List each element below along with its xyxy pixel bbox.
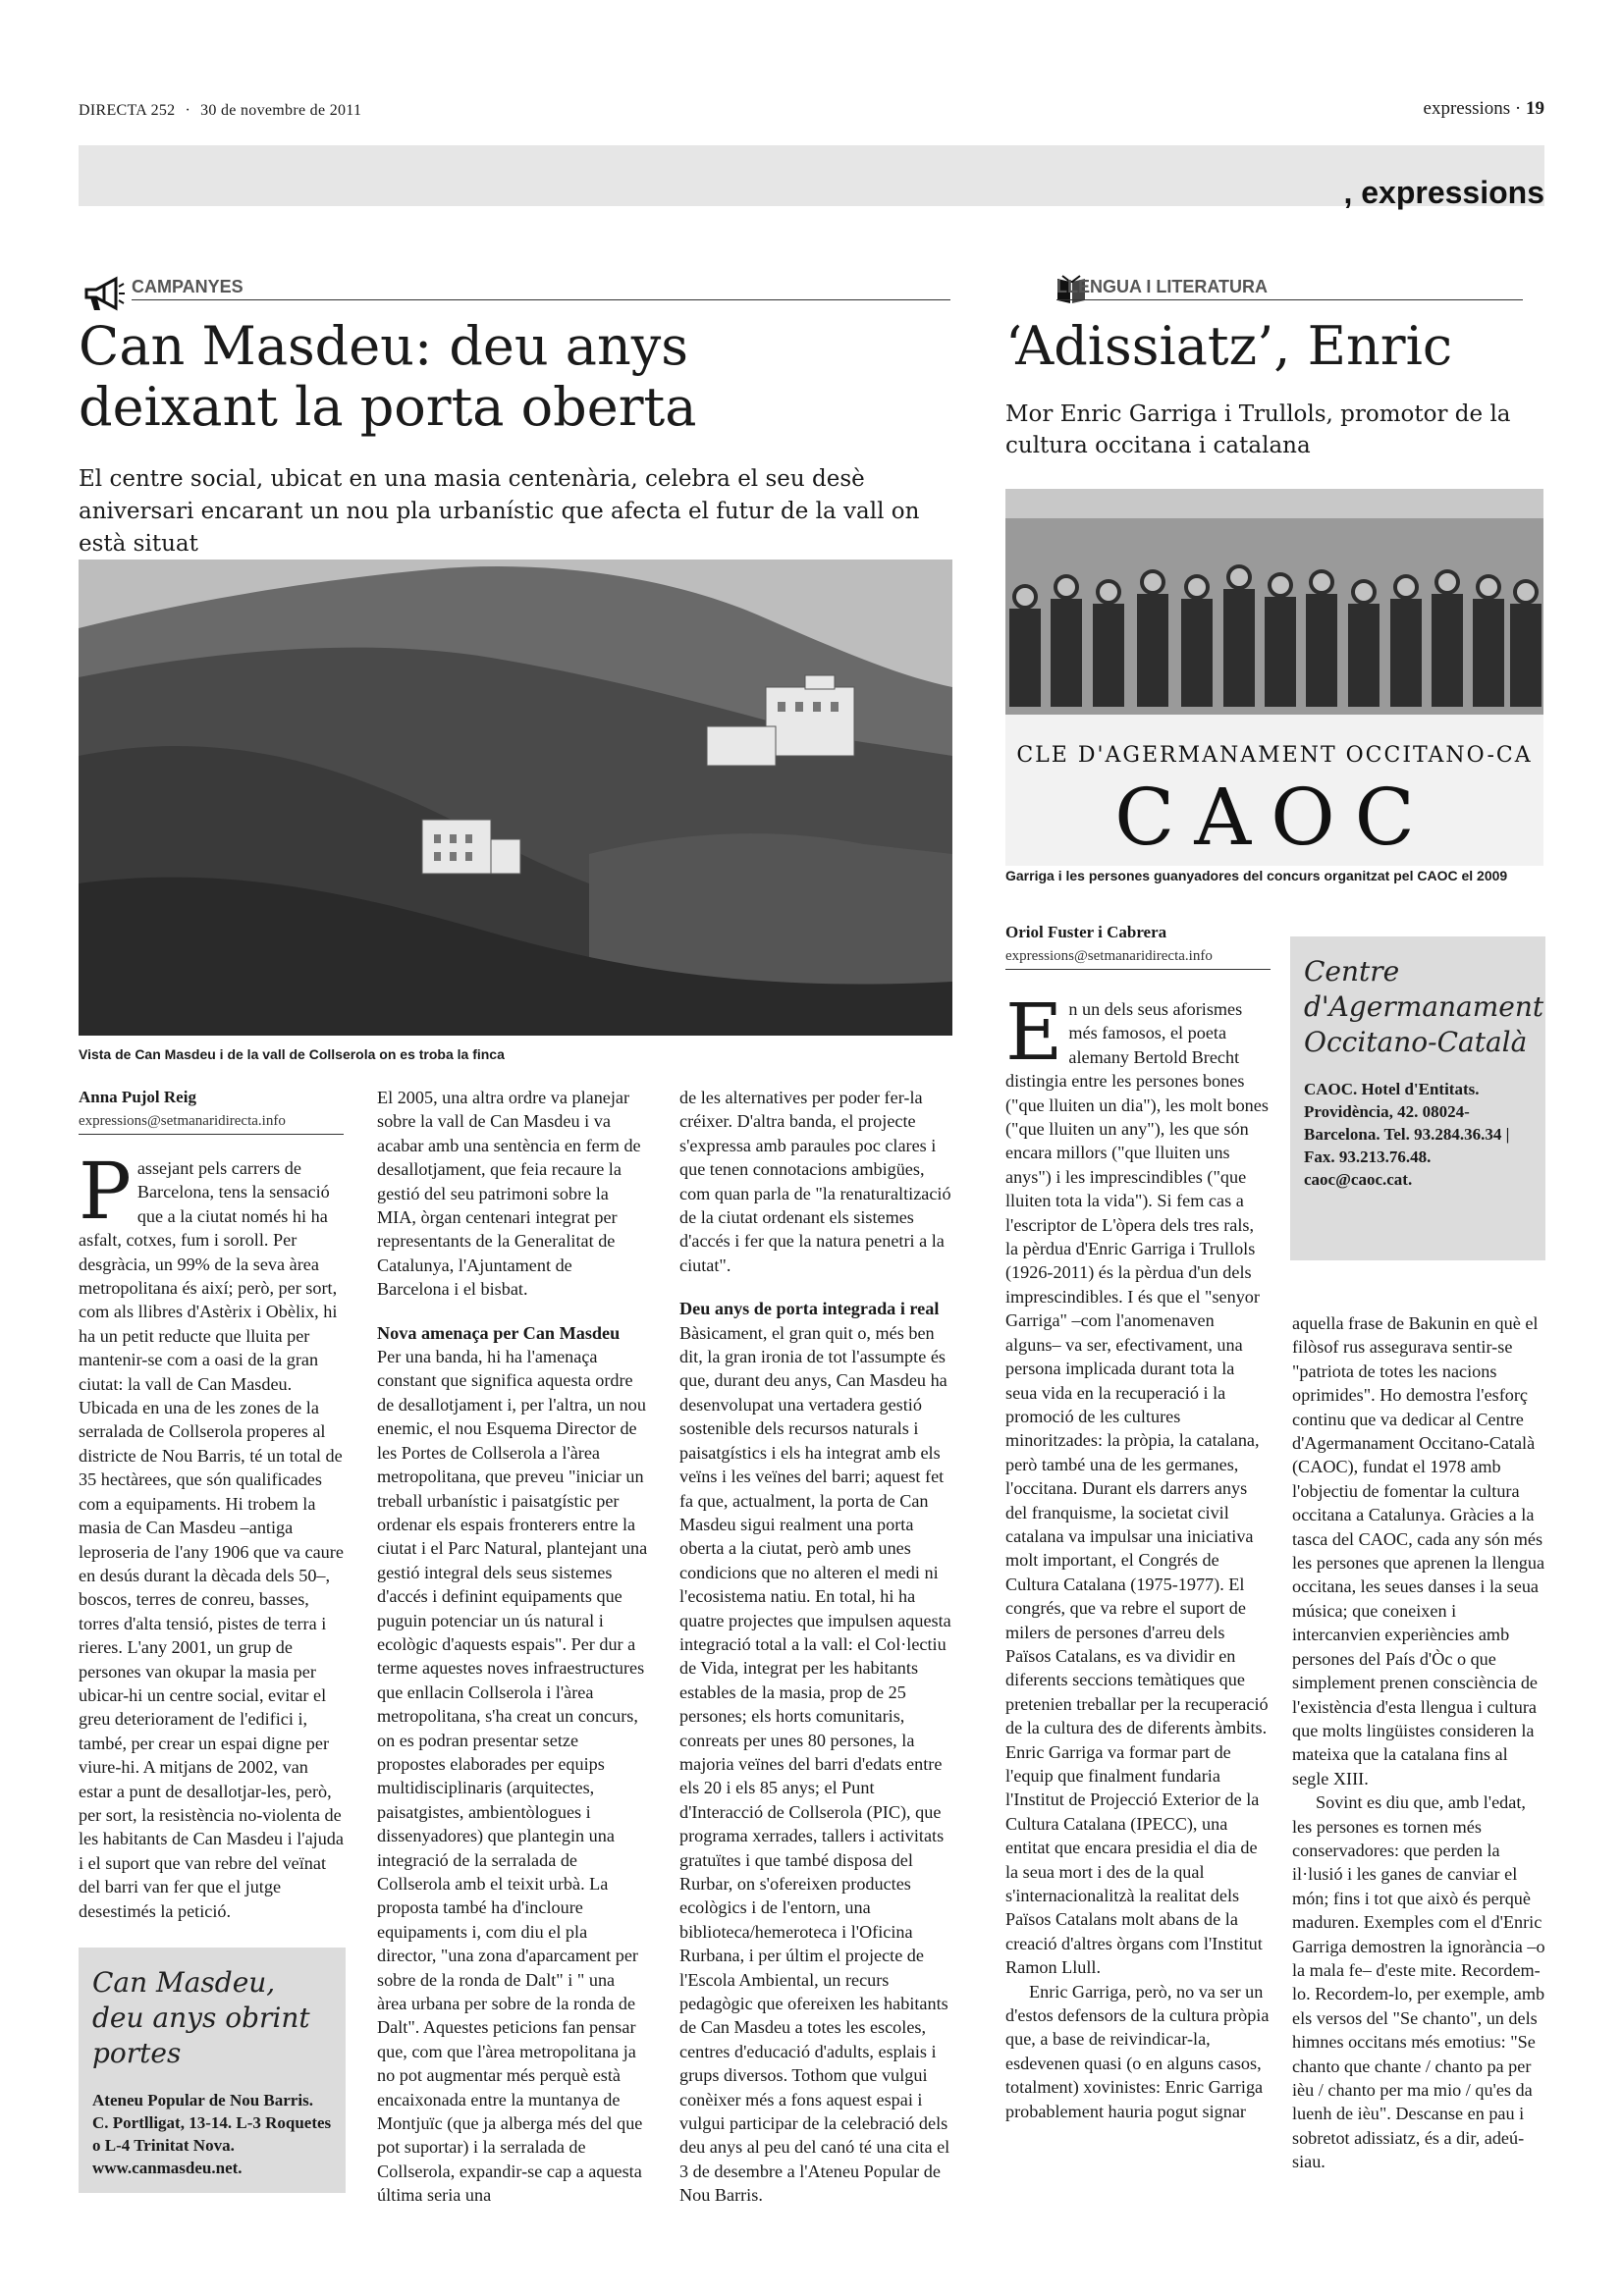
photo-banner-text: CLE D'AGERMANAMENT OCCITANO-CA — [1016, 743, 1533, 768]
photo-can-masdeu-valley — [79, 560, 952, 1036]
subheading-deu-anys: Deu anys de porta integrada i real — [679, 1299, 940, 1319]
photo-banner-logo: CAOC — [1114, 772, 1434, 863]
issue-number: DIRECTA 252 — [79, 102, 176, 119]
dropcap-right: E — [1005, 987, 1063, 1078]
section-tag-llengua: LLENGUA I LITERATURA — [1056, 277, 1523, 300]
issue-info: DIRECTA 252 · 30 de novembre de 2011 — [79, 102, 362, 119]
article-dek-left: El centre social, ubicat en una masia centenària, celebra el seu desè aniversari encarant un nou pla urbanístic que afecta el futur de la vall on està situat — [79, 466, 920, 557]
column-5-paragraph-2: Sovint es diu que, amb l'edat, les persones es tornen més conservadores: que perden la il·lusió i les ganes de canviar el món; fins i tot que això és perquè maduren. Exemples com el d'Enric Garriga demostren la ignorància –o la mala fe– d'este mite. Recordem-lo. Recordem-lo, per exemple, amb els versos del "Se chanto", un dels himnes occitans més emotius: "Se chanto que chante / chanto pa per ièu / chanto per ma mio / qu'es da luenh de ièu". Descanse en pau i sobretot adissiatz, és a dir, adeú-siau. — [1292, 1792, 1545, 2172]
article-column-5 — [1292, 1311, 1545, 2174]
issue-date: 30 de novembre de 2011 — [200, 102, 362, 119]
author-right: Oriol Fuster i Cabrera — [1005, 923, 1167, 941]
section-name: expressions — [1423, 98, 1511, 119]
author-email-right[interactable]: expressions@setmanaridirecta.info — [1005, 948, 1271, 970]
page-number: 19 — [1526, 98, 1544, 119]
column-3-paragraph-1: de les alternatives per poder fer-la créixer. D'altra banda, el projecte s'expressa amb paraules poc clares i que tenen connotacions ambigües, com quan parla de "la renaturaltizació de la ciutat ordenant els sistemes d'accés i fer que la natura penetri a la ciutat". — [679, 1088, 951, 1275]
author-left: Anna Pujol Reig — [79, 1088, 196, 1106]
column-5-paragraph-1: aquella frase de Bakunin en què el filòsof rus assegurava sentir-se "patriota de totes les nacions oprimides". Ho demostra l'esforç continu que va dedicar al Centre d'Agermanament Occitano-Català (CAOC), fundat el 1978 amb l'objectiu de fomentar la cultura occitana a Catalunya. Gràcies a la tasca del CAOC, cada any són més les persones que aprenen la llengua occitana, les seues danses i la seua música; que coneixen i intercanvien experiències amb persones del País d'Òc o que simplement prenen consciència de l'existència d'esta llengua i cultura que molts lingüistes consideren la mateixa que la catalana fins al segle XIII. — [1292, 1313, 1545, 1789]
column-3-paragraph-2: Bàsicament, el gran quit o, més ben dit, la gran ironia de tot l'assumpte és que, durant deu anys, Can Masdeu ha desenvolupat una vertadera gestió sostenible dels recursos naturals i paisatgístics i els ha integrat amb els veïns i les veïnes del barri; aquest fet fa que, actualment, la porta de Can Masdeu sigui realment una porta oberta a la ciutat, però amb unes condicions que no alteren el medi ni l'ecosistema natiu. En total, hi ha quatre projectes que impulsen aquesta integració total a la vall: el Col·lectiu de Vida, integrat per les habitants estables de la masia, prop de 25 persones; els horts comunitaris, conreats per unes 80 persones, la majoria veïnes del barri d'edats entre els 20 i els 85 anys; el Punt d'Interacció de Collserola (PIC), que programa xerrades, tallers i activitats gratuïtes i que també disposa del Rurbar, on s'ofereixen productes ecològics i de l'entorn, una biblioteca/hemeroteca i l'Oficina Rurbana, i per últim el projecte de l'Escola Ambiental, un recurs pedagògic que ofereixen les habitants de Can Masdeu a totes les escoles, centres d'educació d'adults, esplais i grups diversos. Tothom que vulgui conèixer més a fons aquest espai i vulgui participar de la celebració dels deu anys al peu del canó té una cita el 3 de desembre a l'Ateneu Popular de Nou Barris. — [679, 1322, 951, 2206]
article-title-right: ‘Adissiatz’, Enric — [1005, 315, 1453, 377]
column-2-paragraph-1: El 2005, una altra ordre va planejar sobre la vall de Can Masdeu i va acabar amb una sentència en ferm de desallotjament, que feia recaure la gestió del seu patrimoni sobre la MIA, òrgan centenari integrat per representants de la Generalitat de Catalunya, l'Ajuntament de Barcelona i el bisbat. — [377, 1088, 641, 1300]
article-column-3 — [679, 1086, 952, 2208]
section-banner — [79, 145, 1544, 206]
article-column-2 — [377, 1086, 648, 2208]
article-title-left — [79, 316, 962, 438]
info-box-body-right: CAOC. Hotel d'Entitats. Providència, 42. 08024-Barcelona. Tel. 93.284.36.34 | Fax. 93.213.76.48. caoc@caoc.cat. — [1304, 1080, 1510, 1189]
section-tag-campanyes: CAMPANYES — [132, 277, 950, 300]
photo-caption-right: Garriga i les persones guanyadores del concurs organitzat pel CAOC el 2009 — [1005, 868, 1508, 883]
article-dek-right: Mor Enric Garriga i Trullols, promotor de la cultura occitana i catalana — [1005, 401, 1511, 458]
info-box-can-masdeu — [79, 1948, 346, 2193]
info-box-title-right: Centre d'Agermanament Occitano-Català — [1304, 955, 1544, 1058]
info-box-title-left: Can Masdeu, deu anys obrint portes — [92, 1966, 310, 2069]
column-4-paragraph-1: n un dels seus aforismes més famosos, el poeta alemany Bertold Brecht distingia entre les persones bones ("que lluiten un dia"), les molt bones ("que lluiten un any"), les que són encara millors ("que lluiten uns anys") i les imprescindibles ("que lluiten tota la vida"). Si fem cas a l'escriptor de L'òpera dels tres rals, la pèrdua d'Enric Garriga i Trullols (1926-2011) és la pèrdua d'un dels imprescindibles. I és que el "senyor Garriga" –com l'anomenaven alguns– va ser, efectivament, una persona implicada durant tota la seua vida en la recuperació i la promoció de les cultures minoritzades: la pròpia, la catalana, però també una de les germanes, l'occitana. Durant els darrers anys del franquisme, la societat civil catalana va impulsar una iniciativa molt important, el Congrés de Cultura Catalana (1975-1977). El congrés, que va rebre el suport de milers de persones d'arreu dels Països Catalans, es va dividir en diferents seccions temàtiques que pretenien treballar per la recuperació de la cultura des de diferents àmbits. Enric Garriga va formar part de l'equip que finalment fundaria l'Institut de Projecció Exterior de la Cultura Catalana (IPECC), una entitat que encara presidia el dia de la seua mort i des de la qual s'internacionalitzà la realitat dels Països Catalans molt abans de la creació d'altres òrgans com l'Institut Ramon Llull. — [1005, 999, 1269, 1978]
megaphone-icon — [82, 275, 126, 314]
photo-caoc-group — [1005, 489, 1543, 866]
article-column-1 — [79, 1146, 344, 1923]
title-line-1: Can Masdeu: deu anys — [79, 315, 688, 377]
dropcap-left: P — [79, 1146, 132, 1237]
article-column-4 — [1005, 987, 1271, 2123]
info-box-caoc — [1290, 936, 1545, 1260]
author-email-left[interactable]: expressions@setmanaridirecta.info — [79, 1113, 344, 1135]
photo-caption-left: Vista de Can Masdeu i de la vall de Collserola on es troba la finca — [79, 1046, 505, 1062]
title-line-2: deixant la porta oberta — [79, 376, 697, 438]
info-box-body-left: Ateneu Popular de Nou Barris. C. Portlligat, 13-14. L-3 Roquetes o L-4 Trinitat Nova. www.canmasdeu.net. — [92, 2091, 332, 2177]
page-section: expressions · 19 — [1423, 98, 1544, 119]
column-1-text: assejant pels carrers de Barcelona, tens la sensació que a la ciutat només hi ha asfalt, cotxes, fum i soroll. Per desgràcia, un 99% de la seva àrea metropolitana és així; però, per sort, com als llibres d'Astèrix i Obèlix, hi ha un petit reducte que lluita per mantenir-se com a oasi de la gran ciutat: la vall de Can Masdeu. Ubicada en una de les zones de la serralada de Collserola properes al districte de Nou Barris, té un total de 35 hectàrees, que són qualificades com a equipaments. Hi trobem la masia de Can Masdeu –antiga leproseria de l'any 1906 que va caure en desús durant la dècada dels 50–, boscos, terres de conreu, basses, torres d'alta tensió, pistes de terra i rieres. L'any 2001, un grup de persones van okupar la masia per ubicar-hi un centre social, evitar el greu deteriorament de l'edifici i, també, per crear un espai digne per viure-hi. A mitjans de 2002, van estar a punt de desallotjar-les, però, per sort, la resistència no-violenta de les habitants de Can Masdeu i l'ajuda i el suport que van rebre del veïnat del barri van fer que el jutge desestimés la petició. — [79, 1158, 344, 1921]
subheading-nova-amenaca: Nova amenaça per Can Masdeu — [377, 1322, 621, 1343]
column-4-paragraph-2: Enric Garriga, però, no va ser un d'estos defensors de la cultura pròpia que, a base de reivindicar-la, esdevenen quasi (o en alguns casos, totalment) xovinistes: Enric Garriga probablement hauria pogut signar — [1005, 1981, 1270, 2121]
column-2-paragraph-2: Per una banda, hi ha l'amenaça constant que significa aquesta ordre de desallotjament i, per l'altra, un nou enemic, el nou Esquema Director de les Portes de Collserola a l'àrea metropolitana, que preveu "iniciar un treball urbanístic i paisatgístic per ordenar els espais fronterers entre la ciutat i el Parc Natural, plantejant una gestió integral dels seus sistemes d'accés i definint equipaments que puguin potenciar un ús natural i ecològic d'aquests espais". Per dur a terme aquestes noves infraestructures que enllacin Collserola i l'àrea metropolitana, s'ha creat un concurs, on es podran presentar setze propostes elaborades per equips multidisciplinaris (arquitectes, paisatgistes, ambientòlogues i dissenyadores) que plantegin una integració de la serralada de Collserola amb el teixit urbà. La proposta també ha d'incloure equipaments i, com diu el pla director, "una zona d'aparcament per sobre de la ronda de Dalt" i " una àrea urbana per sobre de la ronda de Dalt". Aquestes peticions fan pensar que, com que l'àrea metropolitana ja no pot augmentar més perquè està encaixonada entre la muntanya de Montjuïc (que ja alberga més del que pot suportar) i la serralada de Collserola, expandir-se cap a aquesta última seria una — [377, 1347, 648, 2206]
section-banner-label: , expressions — [1343, 175, 1544, 210]
